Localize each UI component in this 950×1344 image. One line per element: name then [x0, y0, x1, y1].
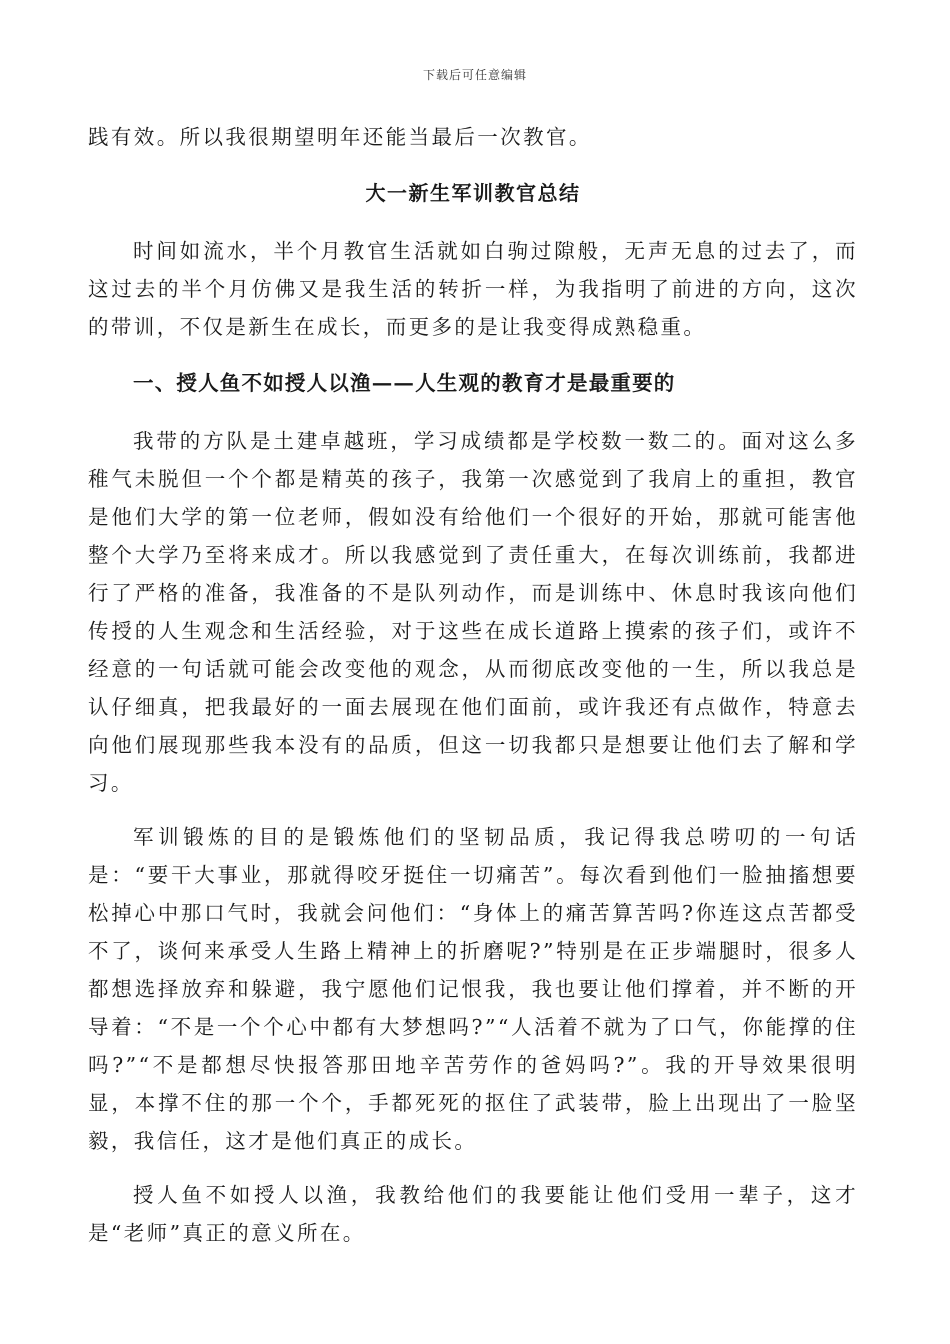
section-heading: 一、授人鱼不如授人以渔——人生观的教育才是最重要的: [133, 371, 676, 395]
document-title: 大一新生军训教官总结: [365, 181, 581, 205]
paragraph-body: 军训锻炼的目的是锻炼他们的坚韧品质，我记得我总唠叨的一句话是：“要干大事业，那就得咬牙挺住一切痛苦”。每次看到他们一脸抽搐想要松掉心中那口气时，我就会问他们：“身体上的痛苦算苦吗?你连这点苦都受不了，谈何来承受人生路上精神上的折磨呢?”特别是在正步端腿时，很多人都想选择放弃和躲避，我宁愿他们记恨我，我也要让他们撑着，并不断的开导着：“不是一个个心中都有大梦想吗?”“人活着不就为了口气，你能撑的住吗?”“不是都想尽快报答那田地辛苦劳作的爸妈吗?”。我的开导效果很明显，本撑不住的那一个个，手都死死的抠住了武装带，脸上出现出了一脸坚毅，我信任，这才是他们真正的成长。: [88, 825, 858, 1153]
paragraph-continuation: 践有效。所以我很期望明年还能当最后一次教官。: [88, 125, 592, 149]
paragraph-intro: 时间如流水，半个月教官生活就如白驹过隙般，无声无息的过去了，而这过去的半个月仿佛又是我生活的转折一样，为我指明了前进的方向，这次的带训，不仅是新生在成长，而更多的是让我变得成熟稳重。: [88, 239, 858, 339]
document-body: [88, 118, 858, 1252]
paragraph-body: 我带的方队是土建卓越班，学习成绩都是学校数一数二的。面对这么多稚气未脱但一个个都是精英的孩子，我第一次感觉到了我肩上的重担，教官是他们大学的第一位老师，假如没有给他们一个很好的开始，那就可能害他整个大学乃至将来成才。所以我感觉到了责任重大，在每次训练前，我都进行了严格的准备，我准备的不是队列动作，而是训练中、休息时我该向他们传授的人生观念和生活经验，对于这些在成长道路上摸索的孩子们，或许不经意的一句话就可能会改变他的观念，从而彻底改变他的一生，所以我总是认仔细真，把我最好的一面去展现在他们面前，或许我还有点做作，特意去向他们展现那些我本没有的品质，但这一切我都只是想要让他们去了解和学习。: [88, 429, 858, 795]
header-note: 下载后可任意编辑: [422, 68, 527, 82]
paragraph-body: 授人鱼不如授人以渔，我教给他们的我要能让他们受用一辈子，这才是“老师”真正的意义所在。: [88, 1183, 858, 1245]
